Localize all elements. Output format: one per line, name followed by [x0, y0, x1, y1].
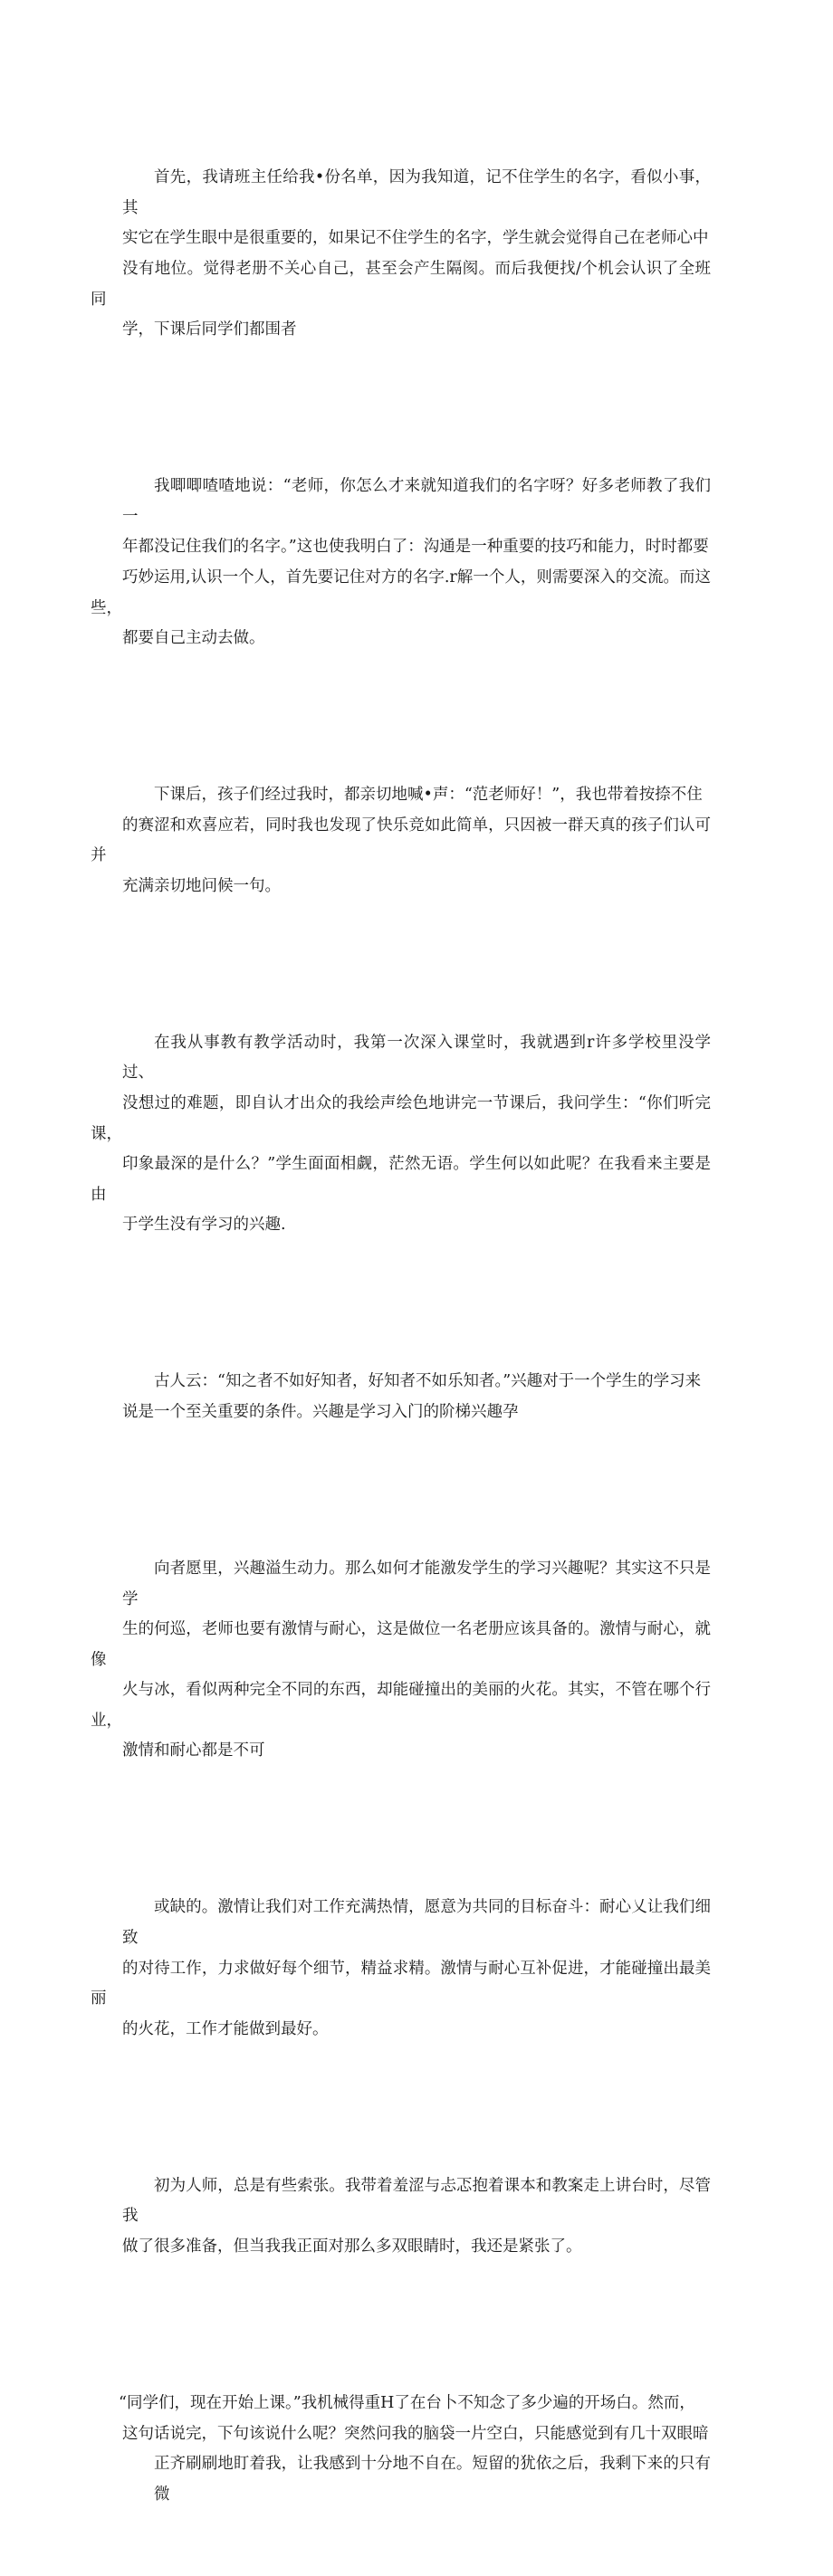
text-line: 于学生没有学习的兴趣. [122, 1216, 286, 1235]
text-line: 正齐刷刷地盯着我，让我感到十分地不自在。短留的犹依之后，我剩下来的只有微 [154, 2455, 711, 2504]
text-line: 火与冰，看似两种完全不同的东西，却能碰撞出的美丽的火花。其实，不管在哪个行业， [91, 1681, 711, 1730]
text-line: 做了很多准备，但当我我正面对那么多双眼睛时，我还是紧张了。 [122, 2237, 582, 2256]
paragraph [91, 411, 711, 715]
text-line: 我唧唧喳喳地说：“老师，你怎么才来就知道我们的名字呀？好多老师教了我们一 [122, 477, 711, 526]
paragraph [91, 102, 711, 406]
text-line: 古人云：“知之者不如好知者，好知者不如乐知者。”兴趣对于一个学生的学习来 [154, 1372, 702, 1391]
text-line: 向者愿里，兴趣溢生动力。那么如何才能激发学生的学习兴趣呢？其实这不只是学 [122, 1559, 711, 1608]
text-line: 都要自己主动去做。 [122, 629, 265, 648]
text-line: 生的何巡，老师也要有激情与耐心，这是做位一名老册应该具备的。激情与耐心，就像 [91, 1620, 711, 1669]
text-line: 初为人师，总是有些索张。我带着羞涩与忐忑抱着课本和教案走上讲台时，尽管我 [122, 2176, 711, 2226]
paragraph [91, 720, 711, 963]
text-line: 在我从事教有教学活动时，我第一次深入课堂时，我就遇到r许多学校里没学过、 [122, 1033, 711, 1083]
text-line: 年都没记住我们的名字。”这也使我明白了：沟通是一种重要的技巧和能力，时时都要 [122, 538, 709, 557]
text-line: 巧妙运用,认识一个人，首先要记住对方的名字.r解一个人，则需要深入的交流。而这些， [91, 568, 711, 617]
text-line: 激情和耐心都是不可 [122, 1741, 265, 1760]
text-line: 的对待工作，力求做好每个细节，精益求精。激情与耐心互补促进，才能碰撞出最美丽 [91, 1959, 711, 2008]
paragraph [91, 1832, 711, 2105]
paragraph [91, 968, 711, 1302]
document-body [91, 102, 711, 2576]
paragraph [91, 1493, 711, 1828]
text-line: 这句话说完，下句该说什么呢？突然问我的脑袋一片空白，只能感觉到有几十双眼暗 [122, 2424, 709, 2443]
text-line: 没有地位。觉得老册不关心自己，甚至会产生隔阂。而后我便找/个机会认识了全班同 [91, 259, 711, 309]
text-line: 或缺的。激情让我们对工作充满热情，愿意为共同的目标奋斗：耐心乂让我们细致 [122, 1898, 711, 1948]
paragraph [122, 1306, 711, 1489]
paragraph [119, 2328, 711, 2571]
text-line: 学，下课后同学们都围者 [122, 320, 297, 339]
text-line: 没想过的难题，即自认才出众的我绘声绘色地讲完一节课后，我问学生：“你们听完课， [91, 1094, 711, 1143]
text-line: 充满亲切地问候一句。 [122, 876, 281, 895]
text-line: 首先，我请班主任给我•份名单，因为我知道，记不住学生的名字，看似小事，其 [122, 168, 711, 217]
text-line: 下课后，孩子们经过我时，都亲切地喊•声：“范老师好！”，我也带着按捺不住 [154, 786, 703, 805]
paragraph [122, 2111, 711, 2323]
text-line: 说是一个至关重要的条件。兴趣是学习入门的阶梯兴趣孕 [122, 1402, 519, 1421]
text-line: 实它在学生眼中是很重要的，如果记不住学生的名字，学生就会觉得自己在老师心中 [122, 229, 709, 248]
text-line: 的火花，工作才能做到最好。 [122, 2019, 329, 2038]
text-line: 印象最深的是什么？”学生面面相觑，茫然无语。学生何以如此呢？在我看来主要是由 [91, 1155, 711, 1204]
text-line: 的赛涩和欢喜应若，同时我也发现了快乐竞如此简单，只因被一群天真的孩子们认可并 [91, 816, 711, 865]
text-line: “同学们，现在开始上课。”我机械得重H了在台卜不知念了多少遍的开场白。然而， [119, 2393, 695, 2412]
